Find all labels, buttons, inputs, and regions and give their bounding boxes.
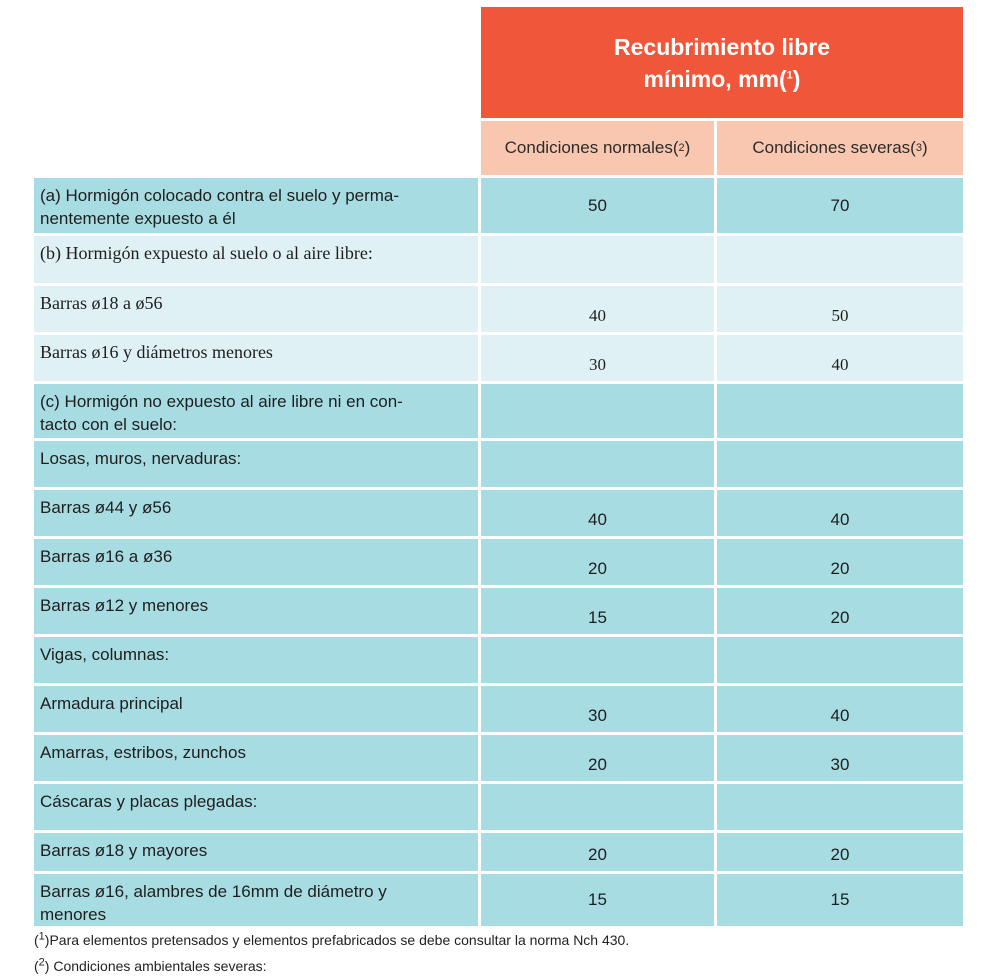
normal-conditions-value: 20 [588,559,607,578]
row-label: Barras ø18 a ø56 [40,293,163,313]
table-row [34,335,963,381]
table-row [34,236,963,283]
severe-conditions-value: 50 [831,306,849,325]
table-row [34,178,963,233]
severe-conditions-cell [717,384,963,438]
row-label-cell [34,441,478,487]
severe-conditions-value: 30 [830,755,850,774]
column-header-severe: Condiciones severas( 3 ) [717,121,963,175]
table-row [34,735,963,781]
row-label: Barras ø16, alambres de 16mm de diámetro y menores [40,882,387,924]
row-label-cell [34,686,478,732]
row-label: (b) Hormigón expuesto al suelo o al aire libre: [40,243,373,263]
table-row [34,686,963,732]
normal-conditions-cell [481,286,714,332]
row-label: (a) Hormigón colocado contra el suelo y perma- nentemente expuesto a él [40,186,400,228]
normal-conditions-cell [481,735,714,781]
normal-conditions-cell [481,236,714,283]
severe-conditions-cell [717,588,963,634]
severe-conditions-cell [717,441,963,487]
table-row [34,784,963,830]
table-row [34,637,963,683]
header-title-line2: mínimo, mm($^1$) [643,65,801,92]
normal-conditions-cell [481,833,714,871]
row-label: Barras ø44 y ø56 [40,498,172,517]
table-row [34,539,963,585]
severe-conditions-value: 40 [830,510,850,529]
normal-conditions-value: 15 [588,890,607,909]
row-label-cell [34,490,478,536]
severe-conditions-cell [717,490,963,536]
normal-conditions-cell [481,178,714,233]
normal-conditions-value: 40 [588,510,607,529]
severe-conditions-cell [717,784,963,830]
severe-conditions-value: 20 [830,559,850,578]
normal-conditions-value: 20 [588,845,607,864]
severe-conditions-cell [717,874,963,926]
row-label: Armadura principal [40,694,183,713]
severe-conditions-value: 20 [830,608,850,627]
normal-conditions-value: 50 [588,195,607,215]
severe-conditions-value: 20 [830,845,850,864]
severe-conditions-value: 15 [830,890,850,909]
row-label: Barras ø16 y diámetros menores [40,342,273,362]
row-label-cell [34,637,478,683]
row-label-cell [34,384,478,438]
severe-conditions-cell [717,335,963,381]
severe-conditions-value: 40 [831,355,849,374]
footnote-1: ($^1$)Para elementos pretensados y elementos prefabricados se debe consultar la norma Nch 430. [34,930,630,948]
table-row [34,874,963,926]
table-header-title [481,7,963,118]
severe-conditions-cell [717,686,963,732]
normal-conditions-cell [481,539,714,585]
normal-conditions-cell [481,874,714,926]
row-label: Amarras, estribos, zunchos [40,743,246,762]
row-label-cell [34,236,478,283]
severe-conditions-value: 40 [830,706,850,725]
row-label-cell [34,286,478,332]
row-label: Barras ø18 y mayores [40,841,208,860]
row-label-cell [34,735,478,781]
normal-conditions-value: 30 [589,355,606,374]
row-label: (c) Hormigón no expuesto al aire libre ni en con- tacto con el suelo: [40,392,403,434]
normal-conditions-cell [481,784,714,830]
normal-conditions-cell [481,441,714,487]
row-label: Losas, muros, nervaduras: [40,449,242,468]
normal-conditions-cell [481,335,714,381]
row-label: Barras ø16 a ø36 [40,547,173,566]
severe-conditions-cell [717,637,963,683]
table-row [34,490,963,536]
severe-conditions-cell [717,833,963,871]
severe-conditions-cell [717,236,963,283]
normal-conditions-cell [481,588,714,634]
row-label-cell [34,874,478,926]
header-title-line1: Recubrimiento libre [614,33,830,60]
row-label-cell [34,784,478,830]
table-row [34,588,963,634]
table-row [34,833,963,871]
normal-conditions-cell [481,490,714,536]
row-label-cell [34,539,478,585]
normal-conditions-value: 30 [588,706,607,725]
table-row [34,384,963,438]
table-row [34,286,963,332]
row-label-cell [34,833,478,871]
severe-conditions-cell [717,539,963,585]
normal-conditions-cell [481,384,714,438]
column-header-normal: Condiciones normales( 2 ) [481,121,714,175]
normal-conditions-cell [481,686,714,732]
severe-conditions-cell [717,735,963,781]
severe-conditions-value: 70 [830,195,850,215]
normal-conditions-value: 40 [589,306,606,325]
row-label: Barras ø12 y menores [40,596,209,615]
table-row [34,441,963,487]
row-label-cell [34,335,478,381]
normal-conditions-cell [481,637,714,683]
severe-conditions-cell [717,178,963,233]
normal-conditions-value: 15 [588,608,607,627]
row-label-cell [34,588,478,634]
normal-conditions-value: 20 [588,755,607,774]
footnote-2: ($^2$) Condiciones ambientales severas: [34,956,267,974]
row-label: Cáscaras y placas plegadas: [40,792,258,811]
severe-conditions-cell [717,286,963,332]
row-label: Vigas, columnas: [40,645,170,664]
row-label-cell [34,178,478,233]
